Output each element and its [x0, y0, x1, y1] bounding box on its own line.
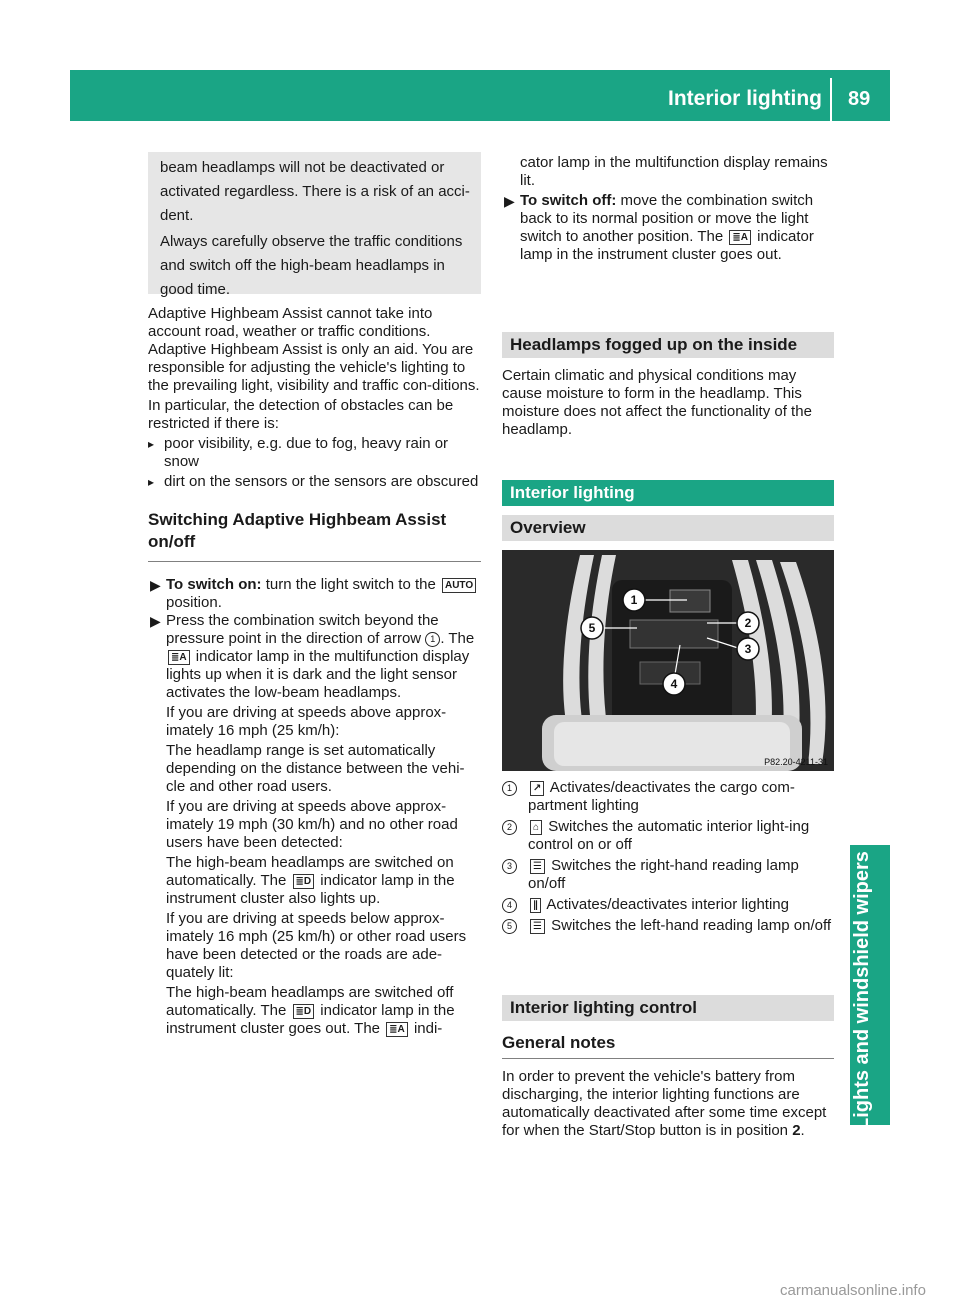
watermark-url: carmanualsonline.info	[780, 1282, 926, 1299]
position-number: 2	[792, 1122, 801, 1139]
text-span: The high-beam headlamps are switched on automatically. The	[166, 854, 454, 889]
callout-label: 3	[744, 642, 752, 656]
text-span: In order to prevent the vehicle's battery from discharging, the interior lighting functions are automatically deactivated after some time except for when the Start/Stop button is in position	[502, 1068, 827, 1139]
reading-lamp-icon: ☰	[530, 919, 545, 934]
step-text: .	[440, 630, 445, 647]
paragraph: If you are driving at speeds below approx-imately 16 mph (25 km/h) or other road users have been detected or the roads are ade-quately lit:	[166, 910, 467, 981]
text-span: .	[800, 1122, 805, 1139]
legend-item	[502, 779, 834, 815]
paragraph	[148, 854, 481, 908]
interior-light-icon: ∥	[530, 898, 541, 913]
legend-item	[502, 896, 834, 914]
bullet-list	[148, 435, 481, 491]
paragraph	[502, 1068, 834, 1140]
legend-text: Activates/deactivates interior lighting	[546, 896, 789, 913]
chapter-side-tab-label: Lights and windshield wipers	[851, 851, 873, 1130]
highbeam-assist-icon: ≣A	[386, 1022, 408, 1037]
paragraph: In particular, the detection of obstacles can be restricted if there is:	[148, 397, 454, 432]
text-span: indi-	[413, 1020, 443, 1037]
legend-item	[502, 917, 834, 935]
callout-label: 1	[630, 593, 638, 607]
highbeam-assist-icon: ≣A	[168, 650, 190, 665]
high-beam-icon: ≣D	[293, 874, 315, 889]
left-column	[148, 305, 481, 1038]
list-item: ▸ dirt on the sensors or the sensors are obscured	[148, 473, 481, 491]
divider	[148, 561, 481, 562]
step-text: indicator lamp in the instrument cluster goes out.	[520, 228, 814, 263]
text-span: indicator lamp in the instrument cluster goes out. The	[166, 1002, 455, 1037]
overhead-panel-illustration	[502, 550, 834, 771]
callout-label: 2	[744, 616, 752, 630]
cargo-light-icon: ↗	[530, 781, 544, 796]
overhead-control-panel-photo	[502, 550, 834, 771]
step-arrow-icon: ▶	[150, 577, 161, 593]
subsection-heading: General notes	[502, 1033, 616, 1052]
list-item: ▸ poor visibility, e.g. due to fog, heavy rain or snow	[148, 435, 481, 471]
callout-label: 5	[588, 621, 596, 635]
step-text: indicator lamp in the multifunction display lights up when it is dark and the light sensor activates the low-beam headlamps.	[166, 648, 470, 701]
callout-number: 4	[502, 898, 517, 913]
highbeam-assist-icon: ≣A	[729, 230, 751, 245]
warning-paragraph: Always carefully observe the traffic conditions and switch off the high-beam headlamps in good time.	[160, 233, 463, 298]
paragraph: The headlamp range is set automatically depending on the distance between the vehi-cle and other road users.	[166, 742, 465, 795]
page-number: 89	[848, 88, 871, 110]
callout-number: 3	[502, 859, 517, 874]
text-span: indicator lamp in the instrument cluster also lights up.	[166, 872, 455, 907]
legend-text: Switches the right-hand reading lamp on/off	[528, 857, 799, 892]
legend-text: Switches the left-hand reading lamp on/off	[551, 917, 832, 934]
instruction-step	[148, 612, 481, 702]
step-text: move the combination switch back to its normal position or move the light switch to another position.	[520, 192, 814, 245]
chapter-heading: Interior lighting	[502, 480, 834, 506]
instruction-step	[502, 192, 834, 264]
callout-label: 4	[670, 677, 678, 691]
text-span: The high-beam headlamps are switched off automatically. The	[166, 984, 454, 1019]
auto-interior-light-icon: ⌂	[530, 820, 542, 835]
paragraph: Certain climatic and physical conditions may cause moisture to form in the headlamp. This moisture does not affect the functionality of the headlamp.	[502, 367, 812, 438]
legend-item	[502, 857, 834, 893]
paragraph: If you are driving at speeds above approx-imately 19 mph (30 km/h) and no other road users have been detected:	[166, 798, 458, 851]
callout-number: 2	[502, 820, 517, 835]
section-heading: Interior lighting control	[502, 995, 834, 1021]
section-heading: Switching Adaptive Highbeam Assist on/off	[148, 510, 447, 551]
warning-paragraph: beam headlamps will not be deactivated or activated regardless. There is a risk of an acci-dent.	[160, 159, 470, 224]
step-arrow-icon: ▶	[150, 613, 161, 629]
high-beam-icon: ≣D	[293, 1004, 315, 1019]
step-label: To switch on:	[166, 576, 262, 593]
photo-code: P82.20-4211-31	[764, 757, 828, 767]
divider	[502, 1058, 834, 1059]
legend-item	[502, 818, 834, 854]
paragraph	[148, 984, 481, 1038]
step-arrow-icon: ▶	[504, 193, 515, 209]
right-column	[502, 154, 834, 264]
paragraph: Adaptive Highbeam Assist cannot take into account road, weather or traffic conditions. Adaptive Highbeam Assist is only an aid. You are responsible for adjusting the vehicle's lighting to the prevailing light, visibility and traffic con-ditions.	[148, 305, 480, 394]
step-text: turn the light switch to the	[265, 576, 436, 593]
paragraph: If you are driving at speeds above approx-imately 16 mph (25 km/h):	[166, 704, 447, 739]
legend-list	[502, 779, 834, 935]
step-label: To switch off:	[520, 192, 617, 209]
page-title: Interior lighting	[668, 87, 822, 110]
callout-number: 5	[502, 919, 517, 934]
auto-light-icon: AUTO	[442, 578, 476, 593]
step-text: position.	[166, 594, 222, 611]
callout-number: 1	[502, 781, 517, 796]
section-heading: Headlamps fogged up on the inside	[502, 332, 834, 358]
callout-number: 1	[425, 632, 440, 647]
warning-box	[148, 152, 481, 298]
subsection-heading: Overview	[502, 515, 834, 541]
step-text: The	[697, 228, 724, 245]
step-text: The	[448, 630, 475, 647]
reading-lamp-icon: ☰	[530, 859, 545, 874]
paragraph: cator lamp in the multifunction display remains lit.	[520, 154, 828, 189]
instruction-step	[148, 576, 481, 612]
step-text: Press the combination switch beyond the pressure point in the direction of arrow	[166, 612, 439, 647]
legend-text: Activates/deactivates the cargo com-partment lighting	[528, 779, 795, 814]
header-divider	[830, 78, 832, 121]
legend-text: Switches the automatic interior light-ing control on or off	[528, 818, 810, 853]
